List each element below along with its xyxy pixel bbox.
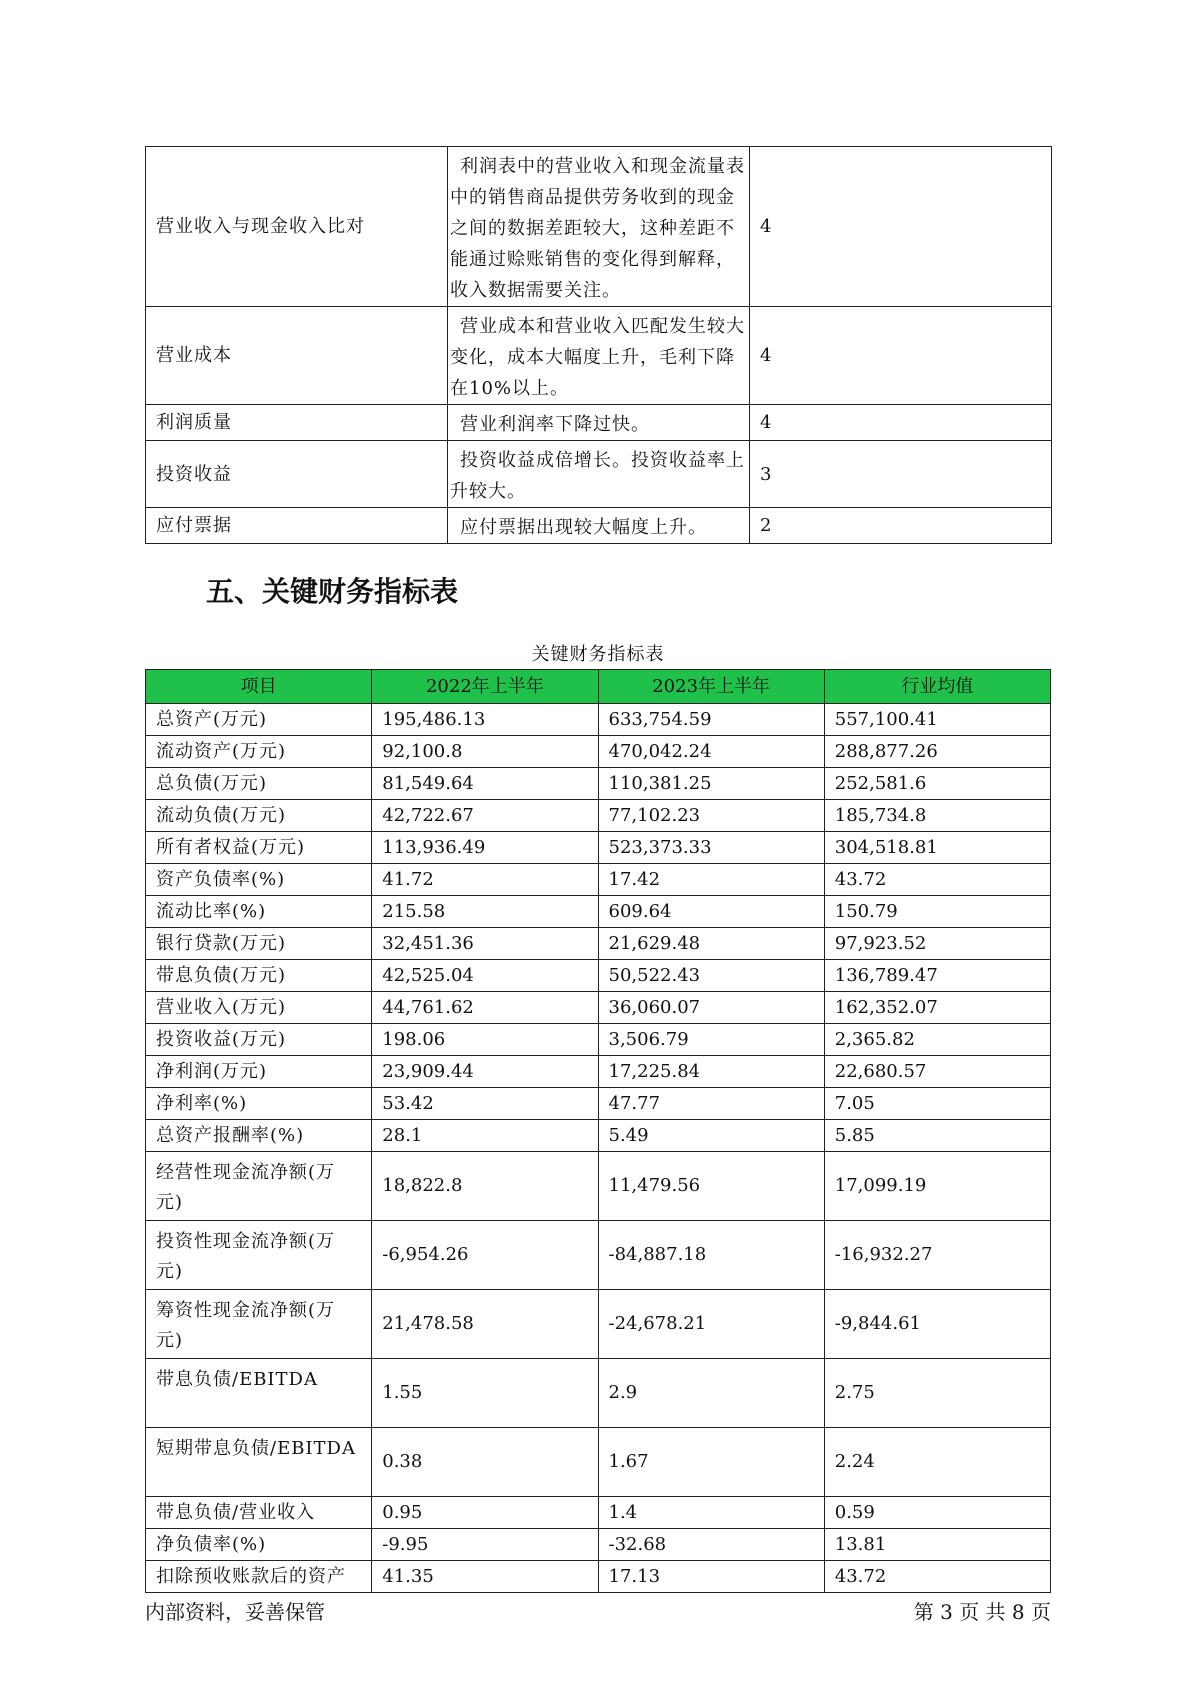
table-row xyxy=(146,1428,1051,1497)
metric-label: 带息负债/营业收入 xyxy=(146,1497,372,1529)
value-industry-average: 7.05 xyxy=(824,1088,1050,1120)
risk-item-description: 营业成本和营业收入匹配发生较大变化，成本大幅度上升，毛利下降在10%以上。 xyxy=(448,307,750,405)
metric-label: 总负债(万元) xyxy=(146,768,372,800)
value-2022-h1: 18,822.8 xyxy=(372,1152,598,1221)
value-industry-average: 557,100.41 xyxy=(824,704,1050,736)
table-row xyxy=(146,1497,1051,1529)
value-industry-average: 43.72 xyxy=(824,1561,1050,1593)
metric-label: 资产负债率(%) xyxy=(146,864,372,896)
value-2023-h1: -24,678.21 xyxy=(598,1290,824,1359)
table-row xyxy=(146,1359,1051,1428)
table-caption: 关键财务指标表 xyxy=(531,644,665,665)
metric-label: 净利率(%) xyxy=(146,1088,372,1120)
value-2023-h1: 47.77 xyxy=(598,1088,824,1120)
value-2023-h1: 5.49 xyxy=(598,1120,824,1152)
metric-label: 流动资产(万元) xyxy=(146,736,372,768)
value-2023-h1: 1.4 xyxy=(598,1497,824,1529)
value-2022-h1: 0.95 xyxy=(372,1497,598,1529)
table-row xyxy=(146,864,1051,896)
value-2023-h1: 470,042.24 xyxy=(598,736,824,768)
value-2023-h1: 633,754.59 xyxy=(598,704,824,736)
value-2022-h1: 41.72 xyxy=(372,864,598,896)
metric-label: 经营性现金流净额(万元) xyxy=(146,1152,372,1221)
table-row xyxy=(146,832,1051,864)
table-row xyxy=(146,1152,1051,1221)
table-row xyxy=(146,405,1052,441)
risk-item-name: 利润质量 xyxy=(146,405,448,441)
value-2022-h1: 215.58 xyxy=(372,896,598,928)
value-2022-h1: 42,722.67 xyxy=(372,800,598,832)
table-row xyxy=(146,992,1051,1024)
value-2023-h1: 21,629.48 xyxy=(598,928,824,960)
value-2022-h1: 198.06 xyxy=(372,1024,598,1056)
table-row xyxy=(146,307,1052,405)
section-title: 五、关键财务指标表 xyxy=(206,575,459,608)
value-industry-average: 2.75 xyxy=(824,1359,1050,1428)
table-row xyxy=(146,1056,1051,1088)
value-2023-h1: -84,887.18 xyxy=(598,1221,824,1290)
table-row xyxy=(146,441,1052,508)
metric-label: 流动比率(%) xyxy=(146,896,372,928)
metric-label: 投资收益(万元) xyxy=(146,1024,372,1056)
value-2022-h1: 41.35 xyxy=(372,1561,598,1593)
header-item: 项目 xyxy=(146,670,372,704)
risk-item-score: 4 xyxy=(750,405,1052,441)
risk-item-description: 投资收益成倍增长。投资收益率上升较大。 xyxy=(448,441,750,508)
metric-label: 净利润(万元) xyxy=(146,1056,372,1088)
table-header-row xyxy=(146,670,1051,704)
risk-item-score: 4 xyxy=(750,147,1052,307)
value-2023-h1: 3,506.79 xyxy=(598,1024,824,1056)
value-industry-average: 304,518.81 xyxy=(824,832,1050,864)
table-row xyxy=(146,768,1051,800)
value-industry-average: 43.72 xyxy=(824,864,1050,896)
value-2022-h1: 92,100.8 xyxy=(372,736,598,768)
metric-label: 净负债率(%) xyxy=(146,1529,372,1561)
value-2022-h1: 21,478.58 xyxy=(372,1290,598,1359)
metric-label: 银行贷款(万元) xyxy=(146,928,372,960)
value-industry-average: 13.81 xyxy=(824,1529,1050,1561)
risk-item-description: 应付票据出现较大幅度上升。 xyxy=(448,508,750,544)
value-2022-h1: 28.1 xyxy=(372,1120,598,1152)
table-row xyxy=(146,1088,1051,1120)
value-2023-h1: 36,060.07 xyxy=(598,992,824,1024)
risk-item-score: 3 xyxy=(750,441,1052,508)
footer-page-number: 第 3 页 共 8 页 xyxy=(913,1600,1051,1624)
value-2022-h1: 195,486.13 xyxy=(372,704,598,736)
risk-item-score: 4 xyxy=(750,307,1052,405)
risk-item-name: 应付票据 xyxy=(146,508,448,544)
value-2022-h1: 113,936.49 xyxy=(372,832,598,864)
value-2022-h1: 0.38 xyxy=(372,1428,598,1497)
value-2023-h1: 11,479.56 xyxy=(598,1152,824,1221)
value-industry-average: 288,877.26 xyxy=(824,736,1050,768)
value-industry-average: 5.85 xyxy=(824,1120,1050,1152)
metric-label: 带息负债(万元) xyxy=(146,960,372,992)
table-row xyxy=(146,1120,1051,1152)
table-row xyxy=(146,1024,1051,1056)
header-industry-average: 行业均值 xyxy=(824,670,1050,704)
value-industry-average: 162,352.07 xyxy=(824,992,1050,1024)
value-2023-h1: 77,102.23 xyxy=(598,800,824,832)
metric-label: 扣除预收账款后的资产 xyxy=(146,1561,372,1593)
value-industry-average: 97,923.52 xyxy=(824,928,1050,960)
risk-item-description: 营业利润率下降过快。 xyxy=(448,405,750,441)
value-2022-h1: 32,451.36 xyxy=(372,928,598,960)
value-2022-h1: 53.42 xyxy=(372,1088,598,1120)
metric-label: 流动负债(万元) xyxy=(146,800,372,832)
value-2023-h1: -32.68 xyxy=(598,1529,824,1561)
table-row xyxy=(146,704,1051,736)
risk-item-name: 营业收入与现金收入比对 xyxy=(146,147,448,307)
table-row xyxy=(146,1221,1051,1290)
value-2023-h1: 2.9 xyxy=(598,1359,824,1428)
value-industry-average: 185,734.8 xyxy=(824,800,1050,832)
value-2022-h1: 42,525.04 xyxy=(372,960,598,992)
value-2023-h1: 523,373.33 xyxy=(598,832,824,864)
value-industry-average: 150.79 xyxy=(824,896,1050,928)
footer-confidential-note: 内部资料，妥善保管 xyxy=(145,1600,325,1624)
risk-item-name: 营业成本 xyxy=(146,307,448,405)
value-2023-h1: 609.64 xyxy=(598,896,824,928)
metric-label: 投资性现金流净额(万元) xyxy=(146,1221,372,1290)
metric-label: 总资产报酬率(%) xyxy=(146,1120,372,1152)
key-financial-metrics-table xyxy=(145,669,1051,1593)
table-row xyxy=(146,508,1052,544)
value-2023-h1: 50,522.43 xyxy=(598,960,824,992)
value-2022-h1: 23,909.44 xyxy=(372,1056,598,1088)
table-row xyxy=(146,1529,1051,1561)
value-industry-average: -9,844.61 xyxy=(824,1290,1050,1359)
value-industry-average: 2.24 xyxy=(824,1428,1050,1497)
metric-label: 带息负债/EBITDA xyxy=(146,1359,372,1428)
metric-label: 总资产(万元) xyxy=(146,704,372,736)
value-2022-h1: 44,761.62 xyxy=(372,992,598,1024)
table-row xyxy=(146,800,1051,832)
value-2022-h1: -9.95 xyxy=(372,1529,598,1561)
value-industry-average: 2,365.82 xyxy=(824,1024,1050,1056)
value-2023-h1: 17.13 xyxy=(598,1561,824,1593)
value-industry-average: 22,680.57 xyxy=(824,1056,1050,1088)
metric-label: 筹资性现金流净额(万元) xyxy=(146,1290,372,1359)
risk-item-name: 投资收益 xyxy=(146,441,448,508)
table-row xyxy=(146,960,1051,992)
risk-item-description: 利润表中的营业收入和现金流量表中的销售商品提供劳务收到的现金之间的数据差距较大，这种差距不能通过赊账销售的变化得到解释，收入数据需要关注。 xyxy=(448,147,750,307)
value-2023-h1: 1.67 xyxy=(598,1428,824,1497)
risk-item-score: 2 xyxy=(750,508,1052,544)
metric-label: 营业收入(万元) xyxy=(146,992,372,1024)
table-row xyxy=(146,1561,1051,1593)
table-row xyxy=(146,928,1051,960)
value-industry-average: -16,932.27 xyxy=(824,1221,1050,1290)
value-industry-average: 17,099.19 xyxy=(824,1152,1050,1221)
table-row xyxy=(146,896,1051,928)
value-2023-h1: 17.42 xyxy=(598,864,824,896)
value-2023-h1: 110,381.25 xyxy=(598,768,824,800)
value-industry-average: 136,789.47 xyxy=(824,960,1050,992)
header-2022-h1: 2022年上半年 xyxy=(372,670,598,704)
value-industry-average: 252,581.6 xyxy=(824,768,1050,800)
value-2022-h1: 81,549.64 xyxy=(372,768,598,800)
metric-label: 所有者权益(万元) xyxy=(146,832,372,864)
value-2022-h1: -6,954.26 xyxy=(372,1221,598,1290)
table-row xyxy=(146,736,1051,768)
value-2022-h1: 1.55 xyxy=(372,1359,598,1428)
header-2023-h1: 2023年上半年 xyxy=(598,670,824,704)
table-row xyxy=(146,1290,1051,1359)
value-industry-average: 0.59 xyxy=(824,1497,1050,1529)
metric-label: 短期带息负债/EBITDA xyxy=(146,1428,372,1497)
risk-items-table xyxy=(145,146,1052,544)
table-row xyxy=(146,147,1052,307)
value-2023-h1: 17,225.84 xyxy=(598,1056,824,1088)
